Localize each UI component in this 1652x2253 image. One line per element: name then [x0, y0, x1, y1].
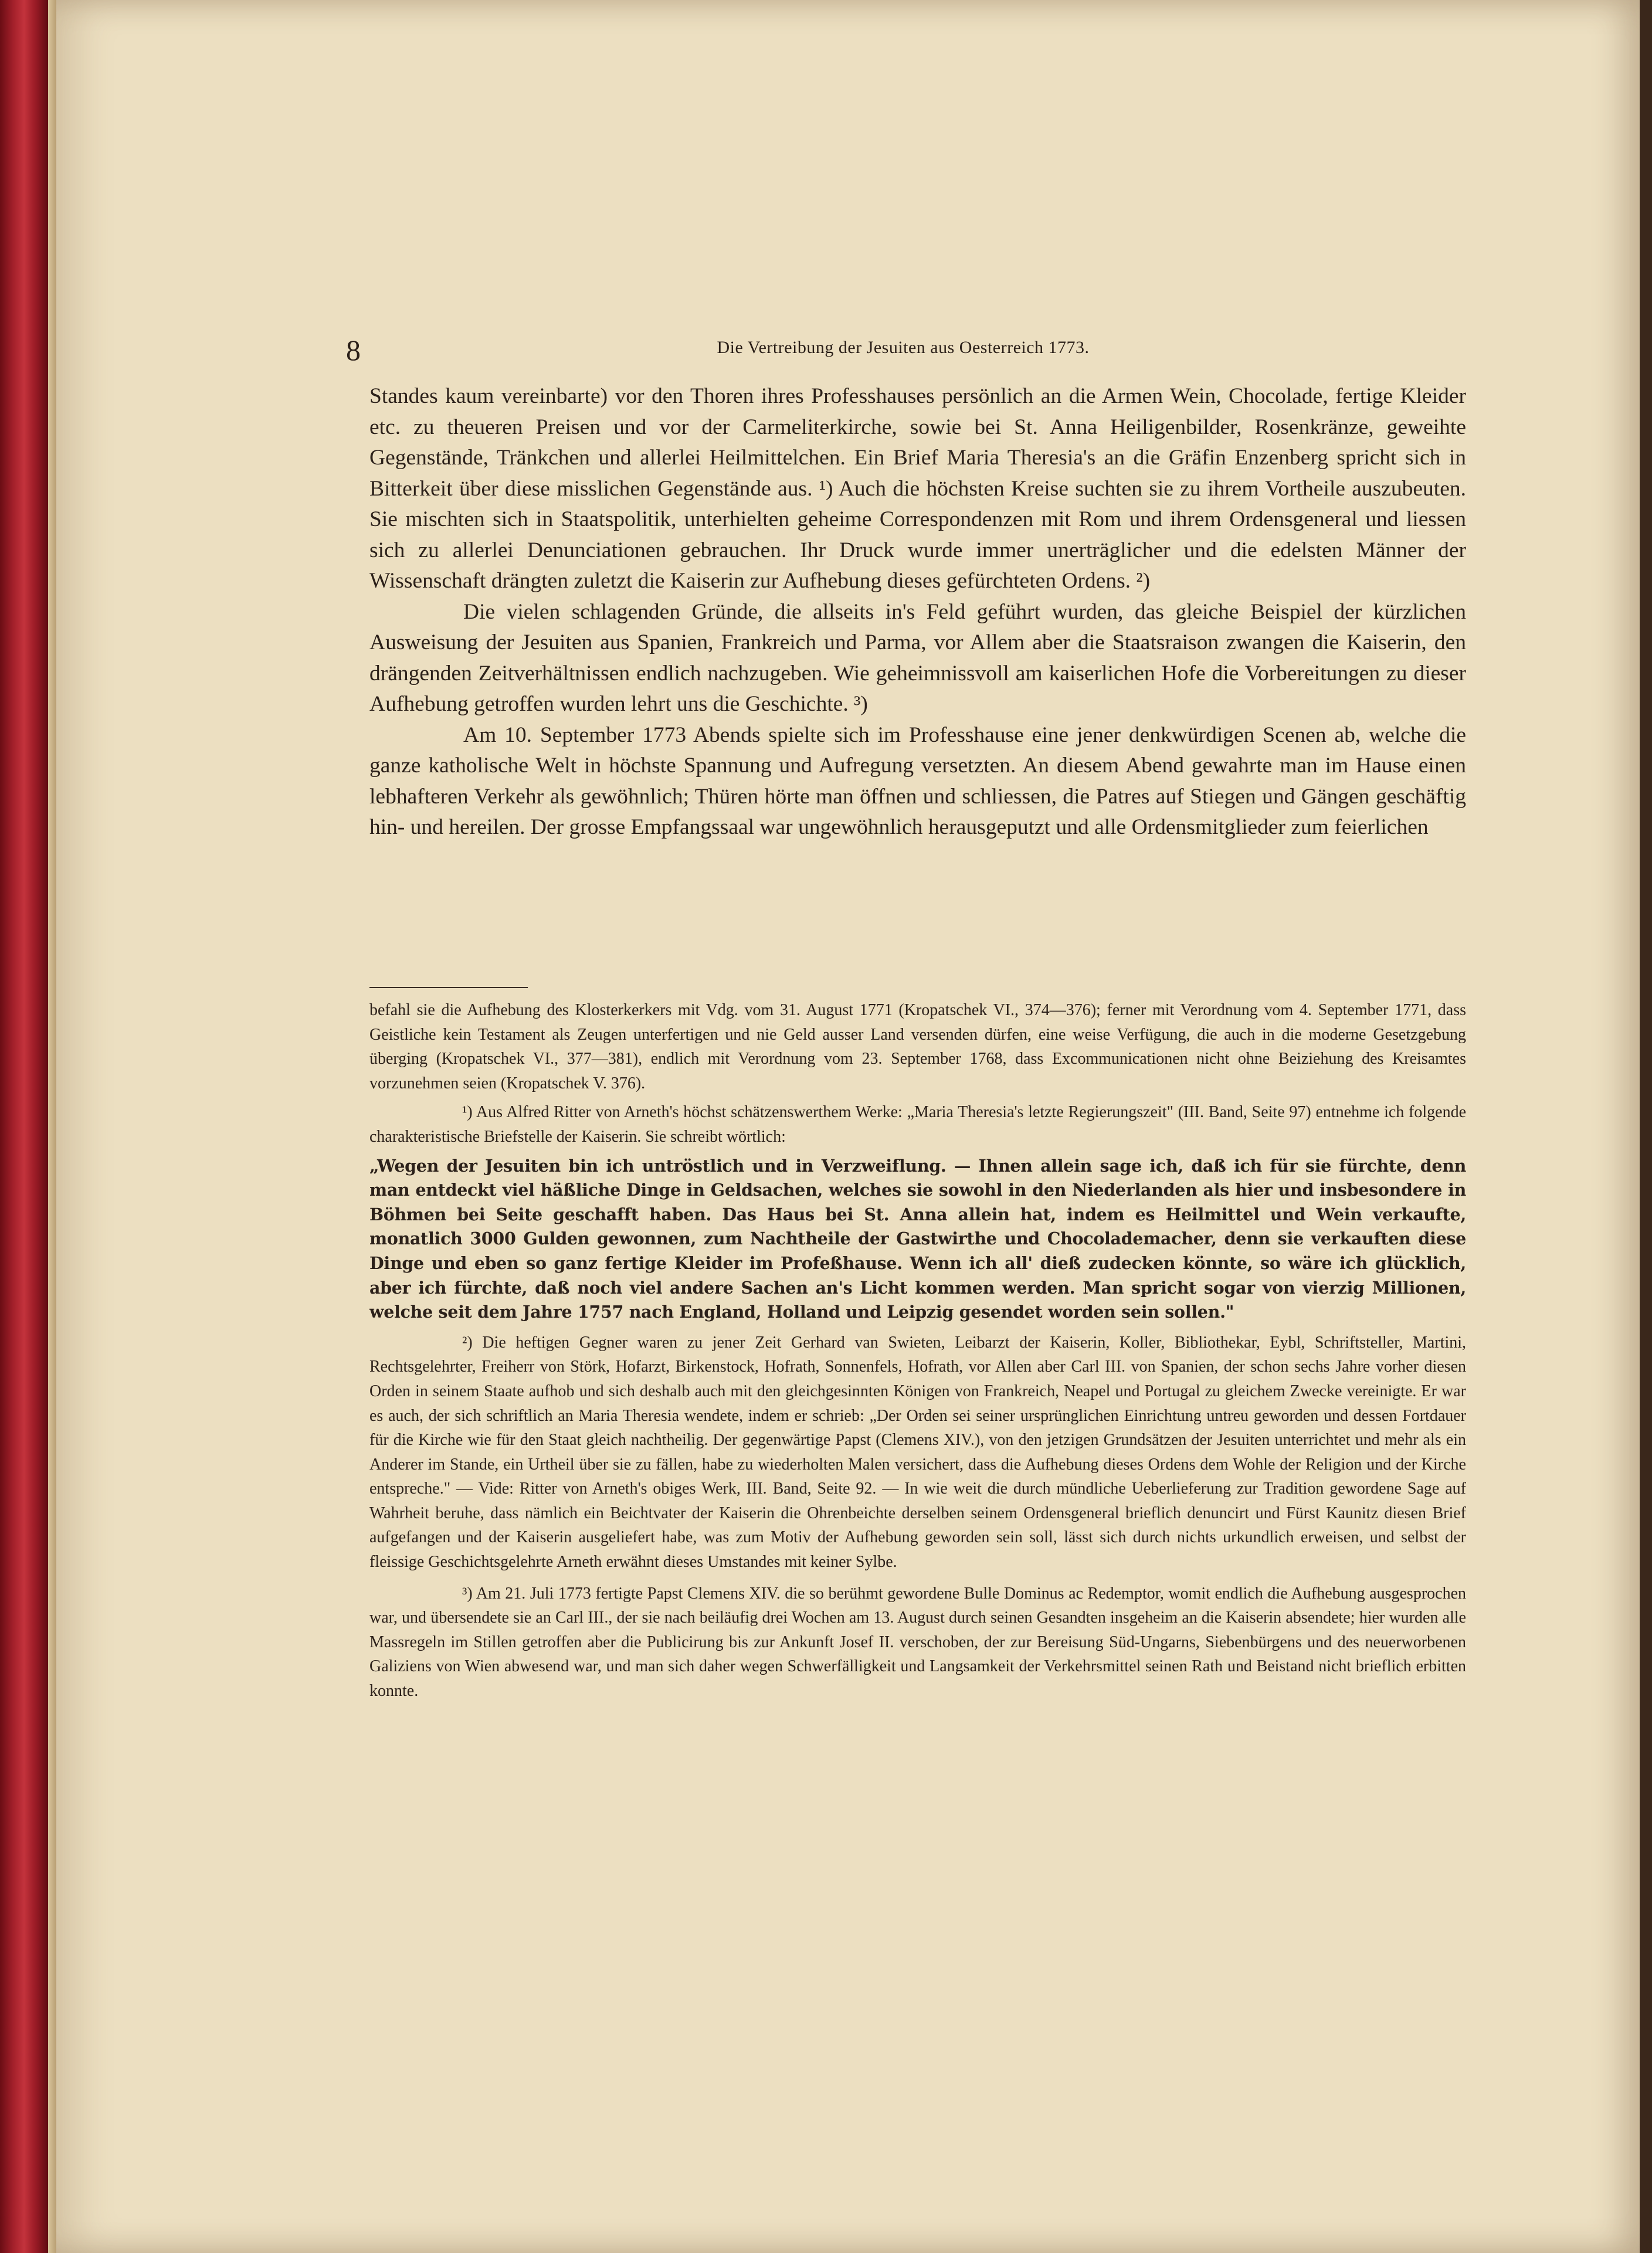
page-number: 8: [346, 334, 361, 367]
page-header: [346, 328, 1460, 369]
footnotes: [369, 998, 1466, 1708]
book-binding: [0, 0, 48, 2253]
binding-edge: [48, 0, 56, 2253]
main-text: [369, 381, 1466, 843]
body-paragraph-3: Am 10. September 1773 Abends spielte sich im Professhause eine jener denkwürdigen Scenen ab, welche die ganze katholische Welt in höchste Spannung und Aufregung versetzten. An diesem Abend gewahrte man im Hause einen lebhafteren Verkehr als gewöhnlich; Thüren hörte man öffnen und schliessen, die Patres auf Stiegen und Gängen geschäftig hin- und hereilen. Der grosse Empfangssaal war ungewöhnlich herausgeputzt und alle Ordensmitglieder zum feierlichen: [369, 722, 1466, 839]
body-paragraph-1: Standes kaum vereinbarte) vor den Thoren ihres Professhauses persönlich an die Armen Wein, Chocolade, fertige Kleider etc. zu theueren Preisen und vor der Carmeliterkirche, sowie bei St. Anna Heiligenbilder, Rosenkränze, geweihte Gegenstände, Tränkchen und allerlei Heilmittelchen. Ein Brief Maria Theresia's an die Gräfin Enzenberg spricht sich in Bitterkeit über diese misslichen Gegenstände aus. ¹) Auch die höchsten Kreise suchten sie zu ihrem Vortheile auszubeuten. Sie mischten sich in Staatspolitik, unterhielten geheime Correspondenzen mit Rom und ihrem Ordensgeneral und liessen sich zu allerlei Denunciationen gebrauchen. Ihr Druck wurde immer unerträglicher und die edelsten Männer der Wissenschaft drängten zuletzt die Kaiserin zur Aufhebung dieses gefürchteten Ordens. ²): [369, 384, 1466, 593]
footnote-continuation: befahl sie die Aufhebung des Klosterkerkers mit Vdg. vom 31. August 1771 (Kropatschek VI., 374—376); ferner mit Verordnung vom 4. September 1771, dass Geistliche kein Testament als Zeugen unterfertigen und nie Geld ausser Land versenden dürfen, eine weise Verfügung, die auch in die moderne Gesetzgebung überging (Kropatschek VI., 377—381), endlich mit Verordnung vom 23. September 1768, dass Excommunicationen nicht ohne Beiziehung des Kreisamtes vorzunehmen seien (Kropatschek V. 376).: [369, 1001, 1466, 1092]
footnote-2: ²) Die heftigen Gegner waren zu jener Zeit Gerhard van Swieten, Leibarzt der Kaiserin, Koller, Bibliothekar, Eybl, Schriftsteller, Martini, Rechtsgelehrter, Freiherr von Störk, Hofarzt, Birkenstock, Hofrath, Sonnenfels, Hofrath, vor Allen aber Carl III. von Spanien, der schon sechs Jahre vorher diesen Orden in seinem Staate aufhob und sich deshalb auch mit den gleichgesinnten Königen von Frankreich, Neapel und Portugal zu gleichem Zwecke vereinigte. Er war es auch, der sich schriftlich an Maria Theresia wendete, indem er schrieb: „Der Orden sei seiner ursprünglichen Einrichtung untreu geworden und dessen Fortdauer für die Kirche wie für den Staat gleich nachtheilig. Der gegenwärtige Papst (Clemens XIV.), von den jetzigen Grundsätzen der Jesuiten unterrichtet und mehr als ein Anderer im Stande, ein Urtheil über sie zu fällen, habe zu wiederholten Malen versichert, dass die Aufhebung dieses Ordens dem Wohle der Religion und der Kirche entspreche." — Vide: Ritter von Arneth's obiges Werk, III. Band, Seite 92. — In wie weit die durch mündliche Ueberlieferung zur Tradition gewordene Sage auf Wahrheit beruhe, dass nämlich ein Beichtvater der Kaiserin die Ohrenbeichte derselben seinem Ordensgeneral brieflich denuncirt und Fürst Kaunitz diesen Brief aufgefangen und der Kaiserin ausgeliefert habe, was zum Motiv der Aufhebung geworden sein soll, lässt sich durch nichts urkundlich erweisen, und selbst der fleissige Geschichtsgelehrte Arneth erwähnt dieses Umstandes mit keiner Sylbe.: [369, 1333, 1466, 1572]
footnote-1-quote: „Wegen der Jesuiten bin ich untröstlich und in Verzweiflung. — Ihnen allein sage ich, daß ich für sie fürchte, denn man entdeckt viel häßliche Dinge in Geldsachen, welches sie sowohl in den Niederlanden als hier und insbesondere in Böhmen bei Seite geschafft haben. Das Haus bei St. Anna allein hat, indem es Heilmittel und Wein verkaufte, monatlich 3000 Gulden gewonnen, zum Nachtheile der Gastwirthe und Chocolademacher, denn sie verkauften diese Dinge und eben so ganz fertige Kleider im Profeßhause. Wenn ich all' dieß zudecken könnte, so wäre ich glücklich, aber ich fürchte, daß noch viel andere Sachen an's Licht kommen werden. Man spricht sogar von vierzig Millionen, welche seit dem Jahre 1757 nach England, Holland und Leipzig gesendet worden sein sollen.": [369, 1155, 1466, 1322]
body-paragraph-2: Die vielen schlagenden Gründe, die allseits in's Feld geführt wurden, das gleiche Beispiel der kürzlichen Ausweisung der Jesuiten aus Spanien, Frankreich und Parma, vor Allem aber die Staatsraison zwangen die Kaiserin, den drängenden Zeitverhältnissen endlich nachzugeben. Wie geheimnissvoll am kaiserlichen Hofe die Vorbereitungen zu dieser Aufhebung getroffen wurden lehrt uns die Geschichte. ³): [369, 599, 1466, 716]
footnote-1-intro: ¹) Aus Alfred Ritter von Arneth's höchst schätzenswerthem Werke: „Maria Theresia's letzte Regierungszeit" (III. Band, Seite 97) entnehme ich folgende charakteristische Briefstelle der Kaiserin. Sie schreibt wörtlich:: [369, 1103, 1466, 1146]
footnote-divider: [369, 987, 528, 988]
footnote-3: ³) Am 21. Juli 1773 fertigte Papst Clemens XIV. die so berühmt gewordene Bulle Dominus ac Redemptor, womit endlich die Aufhebung ausgesprochen war, und übersendete sie an Carl III., der sie nach beiläufig drei Wochen am 13. August durch seinen Gesandten insgeheim an die Kaiserin absendete; hier wurden alle Massregeln im Stillen getroffen aber die Publicirung bis zur Ankunft Josef II. verschoben, der zur Bereisung Süd-Ungarns, Siebenbürgens und des neuerworbenen Galiziens von Wien abwesend war, und man sich daher wegen Schwerfälligkeit und Langsamkeit der Verkehrsmittel seinen Rath und Beistand nicht brieflich erbitten konnte.: [369, 1584, 1466, 1701]
right-page-edge: [1640, 0, 1652, 2253]
running-title: Die Vertreibung der Jesuiten aus Oesterreich 1773.: [717, 338, 1090, 357]
